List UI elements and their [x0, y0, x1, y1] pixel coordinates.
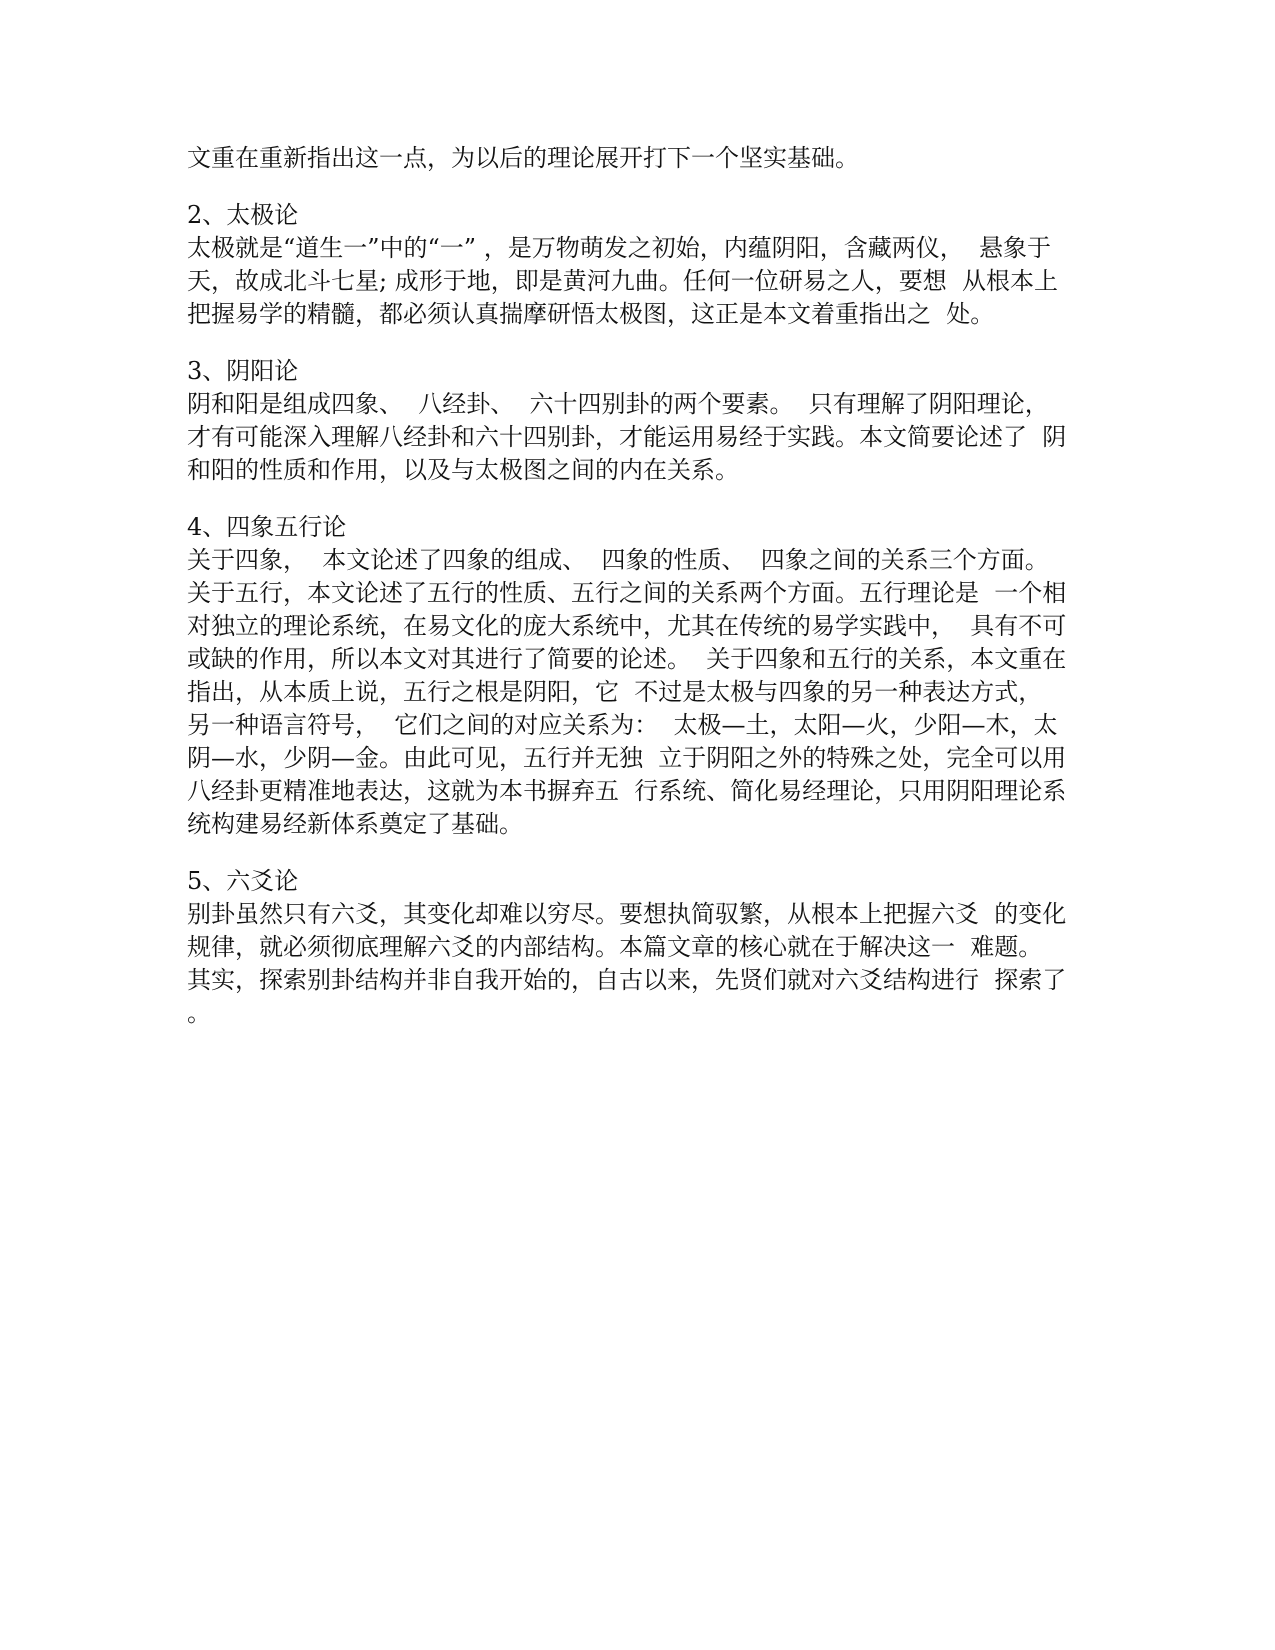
paragraph-gap: [187, 841, 1092, 865]
section-heading: 3、阴阳论: [187, 357, 299, 385]
paragraph-line: 关于四象， 本文论述了四象的组成、 四象的性质、 四象之间的关系三个方面。: [187, 546, 1049, 574]
paragraph-line: 另一种语言符号， 它们之间的对应关系为： 太极—土，太阳—火，少阳—木，太: [187, 711, 1058, 739]
paragraph-line: 关于五行，本文论述了五行的性质、五行之间的关系两个方面。五行理论是 一个相: [187, 579, 1067, 607]
paragraph-line: 和阳的性质和作用，以及与太极图之间的内在关系。: [187, 456, 739, 484]
paragraph-line: 太极就是“道生一”中的“一” ，是万物萌发之初始，内蕴阴阳，含藏两仪， 悬象于: [187, 234, 1051, 262]
paragraph-line: 别卦虽然只有六爻，其变化却难以穷尽。要想执简驭繁，从根本上把握六爻 的变化: [187, 900, 1067, 928]
paragraph-line: 其实，探索别卦结构并非自我开始的，自古以来，先贤们就对六爻结构进行 探索了: [187, 966, 1067, 994]
paragraph-line: 指出，从本质上说，五行之根是阴阳，它 不过是太极与四象的另一种表达方式，: [187, 678, 1043, 706]
paragraph-line: 阴—水，少阴—金。由此可见，五行并无独 立于阴阳之外的特殊之处，完全可以用: [187, 744, 1067, 772]
section-taiji: [187, 199, 1092, 331]
paragraph-line: 规律，就必须彻底理解六爻的内部结构。本篇文章的核心就在于解决这一 难题。: [187, 933, 1043, 961]
paragraph-line: 。: [187, 999, 211, 1027]
paragraph-line: 统构建易经新体系奠定了基础。: [187, 810, 523, 838]
paragraph-line: 八经卦更精准地表达，这就为本书摒弃五 行系统、简化易经理论，只用阴阳理论系: [187, 777, 1067, 805]
paragraph-gap: [187, 331, 1092, 355]
section-heading: 4、四象五行论: [187, 513, 347, 541]
paragraph-line: 阴和阳是组成四象、 八经卦、 六十四别卦的两个要素。 只有理解了阴阳理论，: [187, 390, 1049, 418]
section-yinyang: [187, 355, 1092, 487]
paragraph-line: 文重在重新指出这一点，为以后的理论展开打下一个坚实基础。: [187, 144, 859, 172]
section-heading: 2、太极论: [187, 201, 299, 229]
paragraph-line: 或缺的作用，所以本文对其进行了简要的论述。 关于四象和五行的关系，本文重在: [187, 645, 1067, 673]
paragraph-line: 对独立的理论系统，在易文化的庞大系统中，尤其在传统的易学实践中， 具有不可: [187, 612, 1067, 640]
paragraph-gap: [187, 487, 1092, 511]
paragraph-line: 天，故成北斗七星; 成形于地，即是黄河九曲。任何一位研易之人，要想 从根本上: [187, 267, 1058, 295]
section-heading: 5、六爻论: [187, 867, 299, 895]
section-sixiang-wuxing: [187, 511, 1092, 841]
paragraph-line: 才有可能深入理解八经卦和六十四别卦，才能运用易经于实践。本文简要论述了 阴: [187, 423, 1067, 451]
intro-paragraph: [187, 142, 1092, 175]
document-page: [187, 142, 1092, 1030]
paragraph-gap: [187, 175, 1092, 199]
section-liuyao: [187, 865, 1092, 1030]
paragraph-line: 把握易学的精髓，都必须认真揣摩研悟太极图，这正是本文着重指出之 处。: [187, 300, 995, 328]
